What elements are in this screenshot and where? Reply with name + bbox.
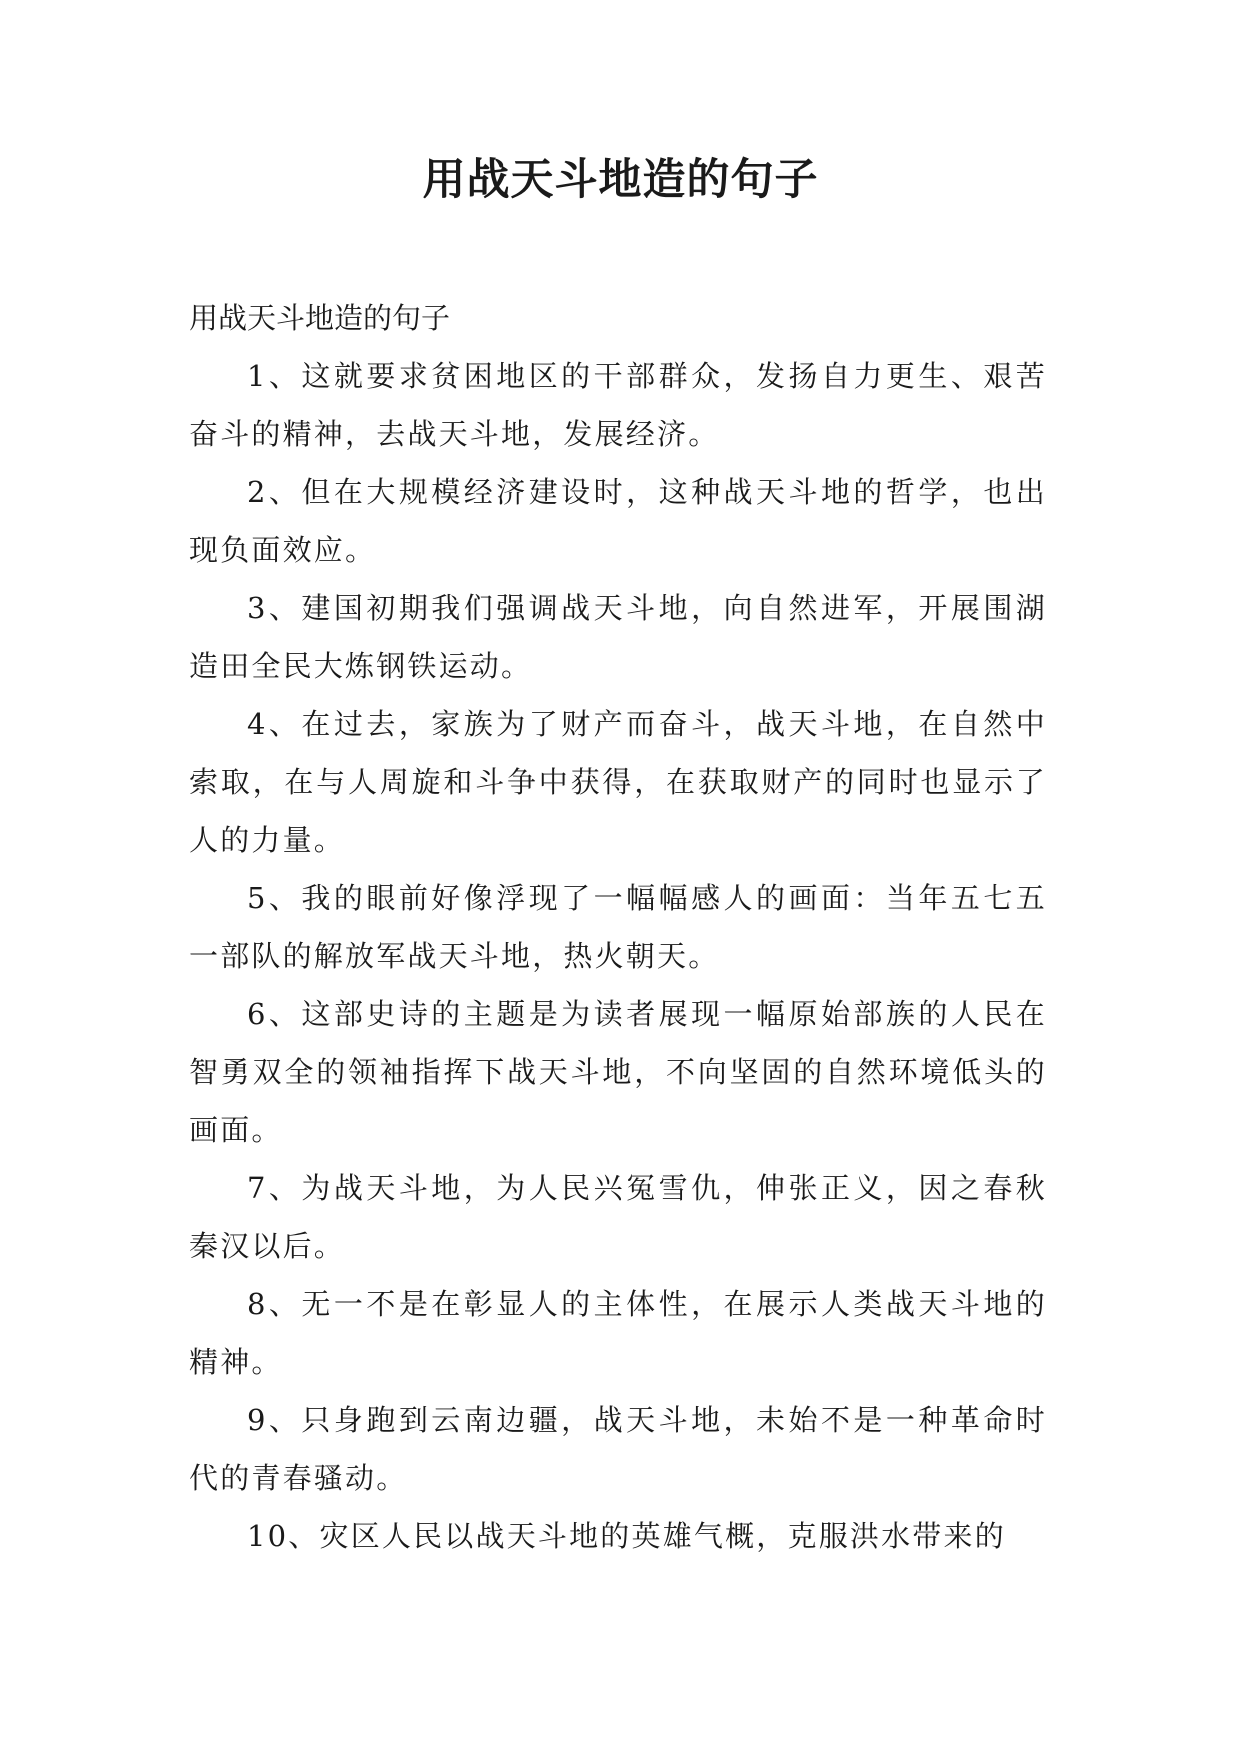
paragraph-10: 10、灾区人民以战天斗地的英雄气概，克服洪水带来的 — [247, 1519, 1006, 1553]
paragraph-6: 6、这部史诗的主题是为读者展现一幅原始部族的人民在智勇双全的领袖指挥下战天斗地，不向坚固的自然环境低头的画面。 — [189, 997, 1047, 1147]
paragraph-9: 9、只身跑到云南边疆，战天斗地，未始不是一种革命时代的青春骚动。 — [189, 1403, 1047, 1495]
document-body — [189, 289, 1047, 1565]
paragraph-1: 1、这就要求贫困地区的干部群众，发扬自力更生、艰苦奋斗的精神，去战天斗地，发展经济。 — [189, 359, 1047, 451]
paragraph-4: 4、在过去，家族为了财产而奋斗，战天斗地，在自然中索取，在与人周旋和斗争中获得，在获取财产的同时也显示了人的力量。 — [189, 707, 1047, 857]
paragraph-5: 5、我的眼前好像浮现了一幅幅感人的画面：当年五七五一部队的解放军战天斗地，热火朝天。 — [189, 881, 1047, 973]
paragraph-2: 2、但在大规模经济建设时，这种战天斗地的哲学，也出现负面效应。 — [189, 475, 1047, 567]
paragraph-8: 8、无一不是在彰显人的主体性，在展示人类战天斗地的精神。 — [189, 1287, 1047, 1379]
paragraph-7: 7、为战天斗地，为人民兴冤雪仇，伸张正义，因之春秋秦汉以后。 — [189, 1171, 1047, 1263]
document-title: 用战天斗地造的句子 — [422, 155, 819, 205]
document-subtitle: 用战天斗地造的句子 — [189, 301, 451, 335]
paragraph-3: 3、建国初期我们强调战天斗地，向自然进军，开展围湖造田全民大炼钢铁运动。 — [189, 591, 1047, 683]
